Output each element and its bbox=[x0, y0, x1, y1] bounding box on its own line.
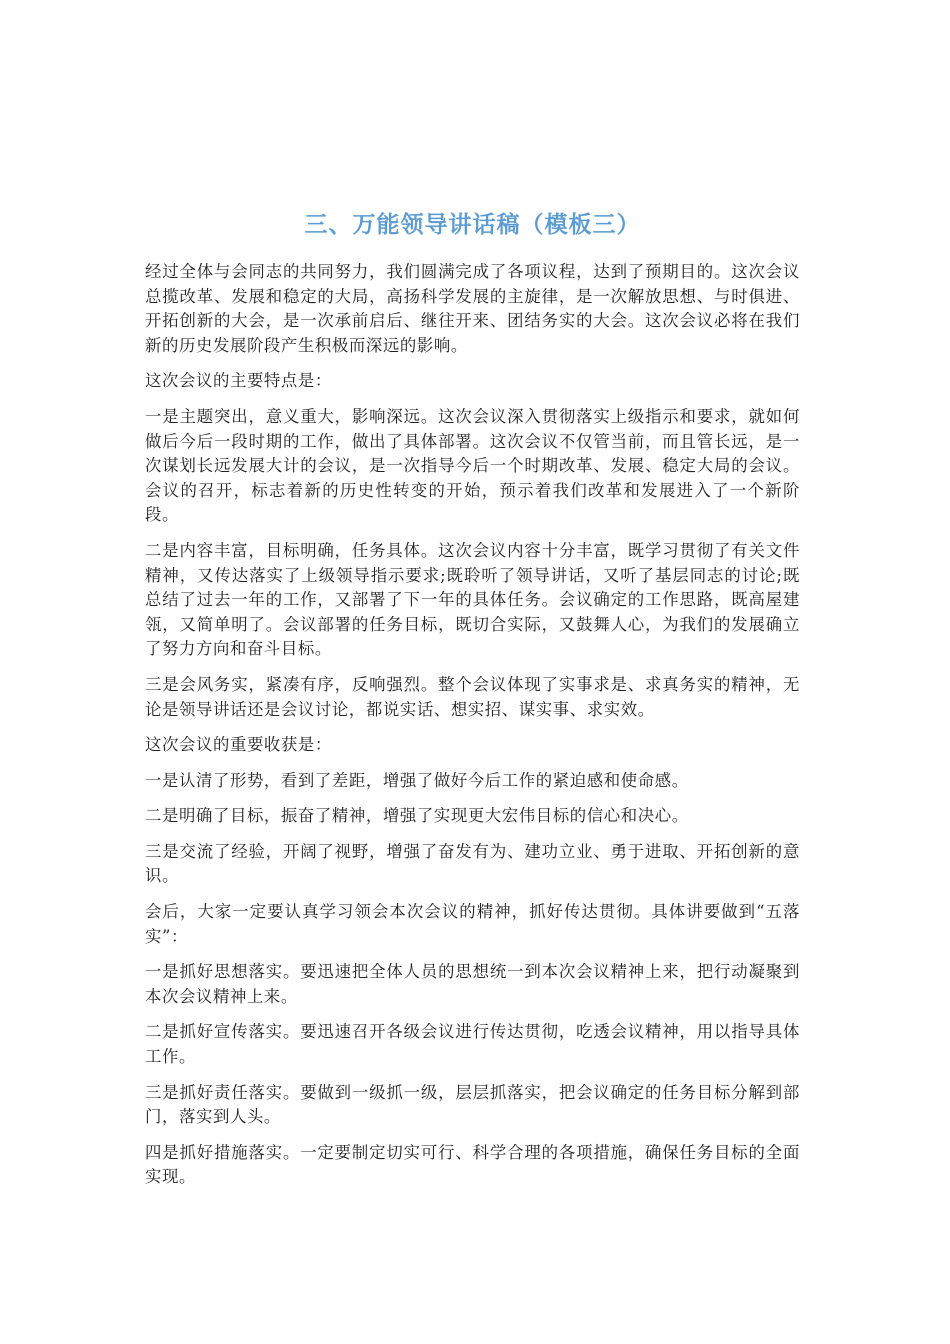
paragraph-3: 一是主题突出，意义重大，影响深远。这次会议深入贯彻落实上级指示和要求，就如何做后今后一段时期的工作，做出了具体部署。这次会议不仅管当前，而且管长远，是一次谋划长远发展大计的会议，是一次指导今后一个时期改革、发展、稳定大局的会议。会议的召开，标志着新的历史性转变的开始，预示着我们改革和发展进入了一个新阶段。 bbox=[145, 406, 800, 525]
paragraph-11: 一是抓好思想落实。要迅速把全体人员的思想统一到本次会议精神上来，把行动凝聚到本次会议精神上来。 bbox=[145, 962, 800, 1006]
paragraph-7: 一是认清了形势，看到了差距，增强了做好今后工作的紧迫感和使命感。 bbox=[145, 770, 689, 790]
document-title: 三、万能领导讲话稿（模板三） bbox=[304, 212, 641, 238]
paragraph-13: 三是抓好责任落实。要做到一级抓一级，层层抓落实，把会议确定的任务目标分解到部门，落实到人头。 bbox=[145, 1082, 800, 1127]
paragraph-5: 三是会风务实，紧凑有序，反响强烈。整个会议体现了实事求是、求真务实的精神，无论是领导讲话还是会议讨论，都说实话、想实招、谋实事、求实效。 bbox=[145, 674, 800, 719]
paragraph-1: 经过全体与会同志的共同努力，我们圆满完成了各项议程，达到了预期目的。这次会议总揽改革、发展和稳定的大局，高扬科学发展的主旋律，是一次解放思想、与时俱进、开拓创新的大会，是一次承前启后、继往开来、团结务实的大会。这次会议必将在我们新的历史发展阶段产生积极而深远的影响。 bbox=[145, 262, 800, 355]
paragraph-6: 这次会议的重要收获是： bbox=[145, 735, 332, 755]
paragraph-14: 四是抓好措施落实。一定要制定切实可行、科学合理的各项措施，确保任务目标的全面实现。 bbox=[145, 1142, 800, 1187]
paragraph-4: 二是内容丰富，目标明确，任务具体。这次会议内容十分丰富，既学习贯彻了有关文件精神，又传达落实了上级领导指示要求;既聆听了领导讲话，又听了基层同志的讨论;既总结了过去一年的工作，又部署了下一年的具体任务。会议确定的工作思路，既高屋建瓴，又简单明了。会议部署的任务目标，既切合实际，又鼓舞人心，为我们的发展确立了努力方向和奋斗目标。 bbox=[145, 540, 800, 659]
paragraph-2: 这次会议的主要特点是： bbox=[145, 371, 332, 391]
paragraph-8: 二是明确了目标，振奋了精神，增强了实现更大宏伟目标的信心和决心。 bbox=[145, 806, 689, 826]
document-body bbox=[145, 260, 800, 1201]
paragraph-10: 会后，大家一定要认真学习领会本次会议的精神，抓好传达贯彻。具体讲要做到“五落实”： bbox=[145, 902, 800, 946]
paragraph-12: 二是抓好宣传落实。要迅速召开各级会议进行传达贯彻，吃透会议精神，用以指导具体工作。 bbox=[145, 1022, 800, 1067]
paragraph-9: 三是交流了经验，开阔了视野，增强了奋发有为、建功立业、勇于进取、开拓创新的意识。 bbox=[145, 841, 800, 886]
